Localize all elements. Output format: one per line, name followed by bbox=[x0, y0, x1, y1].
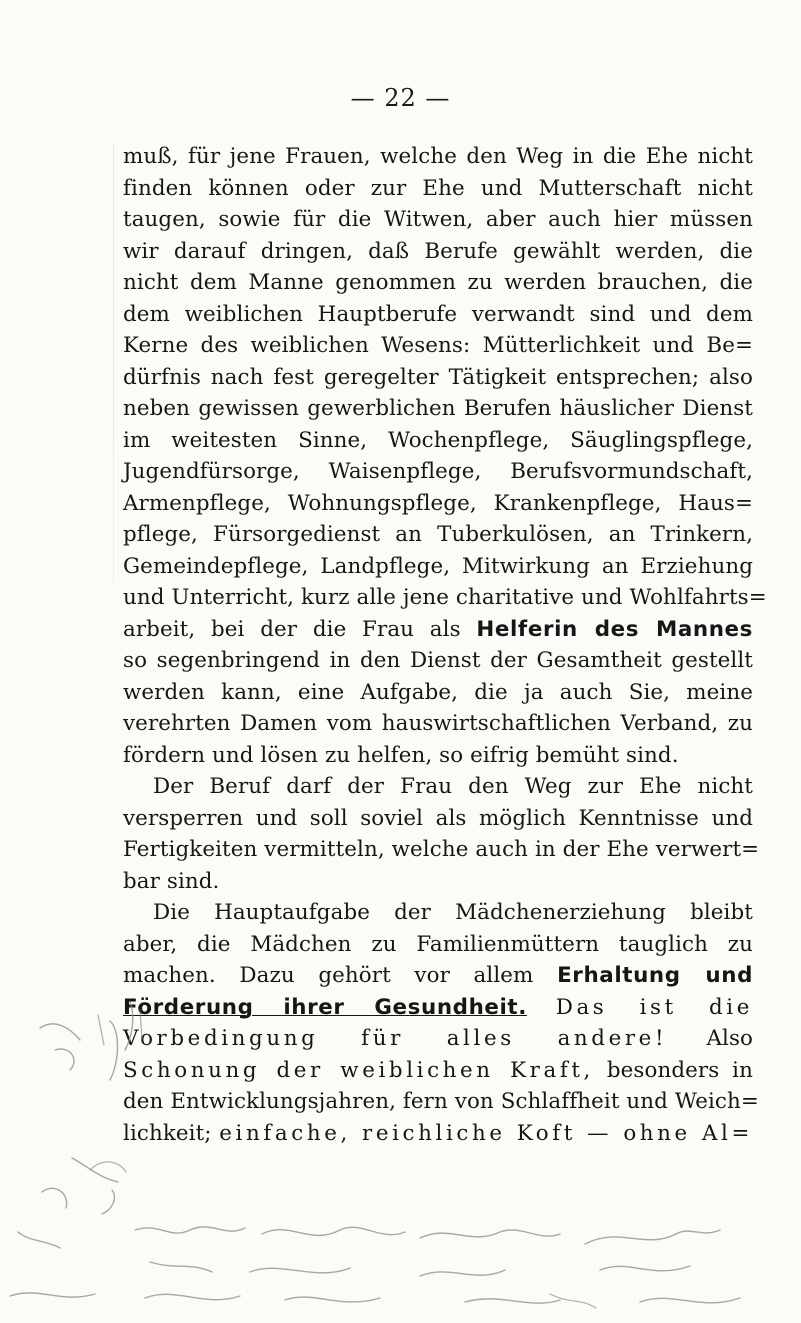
spaced-text: Vorbedingung für alles andere! bbox=[123, 1026, 668, 1051]
spaced-text: Schonung der weiblichen Kraft, bbox=[123, 1057, 594, 1083]
text-line: den Entwicklungsjahren, fern von Schlaffheit und Weich= bbox=[123, 1089, 759, 1114]
text-line: bar sind. bbox=[123, 868, 220, 894]
text-line: wir darauf dringen, daß Berufe gewählt werden, die bbox=[123, 238, 753, 264]
text-segment: besonders in bbox=[606, 1057, 753, 1083]
spaced-text: einfache, reichliche Koft — ohne Al= bbox=[219, 1120, 754, 1146]
text-line: neben gewissen gewerblichen Berufen häuslicher Dienst bbox=[123, 396, 753, 421]
text-line: muß, für jene Frauen, welche den Weg in die Ehe nicht bbox=[123, 144, 753, 169]
text-line: so segenbringend in den Dienst der Gesamtheit gestellt bbox=[123, 648, 753, 673]
text-segment: arbeit, bei der die Frau als bbox=[123, 616, 461, 642]
text-line: aber, die Mädchen zu Familienmüttern tauglich zu bbox=[123, 931, 753, 957]
text-line: Gemeindepflege, Landpflege, Mitwirkung an Erziehung bbox=[123, 553, 753, 579]
text-line bbox=[123, 1023, 753, 1055]
emphasis-text: Erhaltung und bbox=[557, 963, 754, 988]
text-line: fördern und lösen zu helfen, so eifrig bemüht sind. bbox=[123, 742, 679, 768]
text-segment: Also bbox=[706, 1026, 753, 1051]
page-number: — 22 — bbox=[350, 84, 451, 112]
text-line: finden können oder zur Ehe und Mutterschaft nicht bbox=[123, 175, 753, 201]
text-line bbox=[123, 1055, 753, 1087]
text-line: dem weiblichen Hauptberufe verwandt sind und dem bbox=[123, 301, 753, 327]
text-line-with-emphasis bbox=[123, 960, 753, 992]
text-line: Die Hauptaufgabe der Mädchenerziehung bleibt bbox=[153, 900, 753, 925]
text-line: verehrten Damen vom hauswirtschaftlichen Verband, zu bbox=[123, 711, 753, 736]
text-line: Kerne des weiblichen Wesens: Mütterlichkeit und Be= bbox=[123, 333, 753, 358]
text-line: taugen, sowie für die Witwen, aber auch hier müssen bbox=[123, 207, 753, 232]
emphasis-text: Helferin des Mannes bbox=[476, 616, 753, 642]
text-line-with-emphasis bbox=[123, 614, 753, 646]
text-line: Der Beruf darf der Frau den Weg zur Ehe nicht bbox=[153, 774, 753, 799]
text-line: dürfnis nach fest geregelter Tätigkeit entsprechen; also bbox=[123, 364, 753, 390]
text-line: im weitesten Sinne, Wochenpflege, Säuglingspflege, bbox=[123, 427, 753, 453]
text-line bbox=[123, 1118, 753, 1150]
text-line: nicht dem Manne genommen zu werden brauchen, die bbox=[123, 270, 753, 295]
margin-shadow bbox=[113, 145, 114, 585]
text-line: und Unterricht, kurz alle jene charitative und Wohlfahrts= bbox=[123, 585, 767, 610]
text-line: versperren und soll soviel als möglich Kenntnisse und bbox=[123, 805, 753, 831]
text-segment: machen. Dazu gehört vor allem bbox=[123, 963, 534, 988]
body-text bbox=[123, 141, 767, 1149]
text-line-with-emphasis bbox=[123, 992, 753, 1024]
text-line: Fertigkeiten vermitteln, welche auch in der Ehe verwert= bbox=[123, 837, 760, 862]
spaced-text: Das ist die bbox=[555, 994, 754, 1020]
text-line: Armenpflege, Wohnungspflege, Krankenpflege, Haus= bbox=[123, 490, 753, 516]
text-line: pflege, Fürsorgedienst an Tuberkulösen, an Trinkern, bbox=[123, 522, 753, 547]
emphasis-text: Förderung ihrer Gesundheit. bbox=[123, 994, 527, 1020]
text-segment: lichkeit; bbox=[123, 1120, 212, 1146]
text-line: Jugendfürsorge, Waisenpflege, Berufsvormundschaft, bbox=[123, 459, 753, 484]
text-line: werden kann, eine Aufgabe, die ja auch Sie, meine bbox=[123, 679, 753, 705]
